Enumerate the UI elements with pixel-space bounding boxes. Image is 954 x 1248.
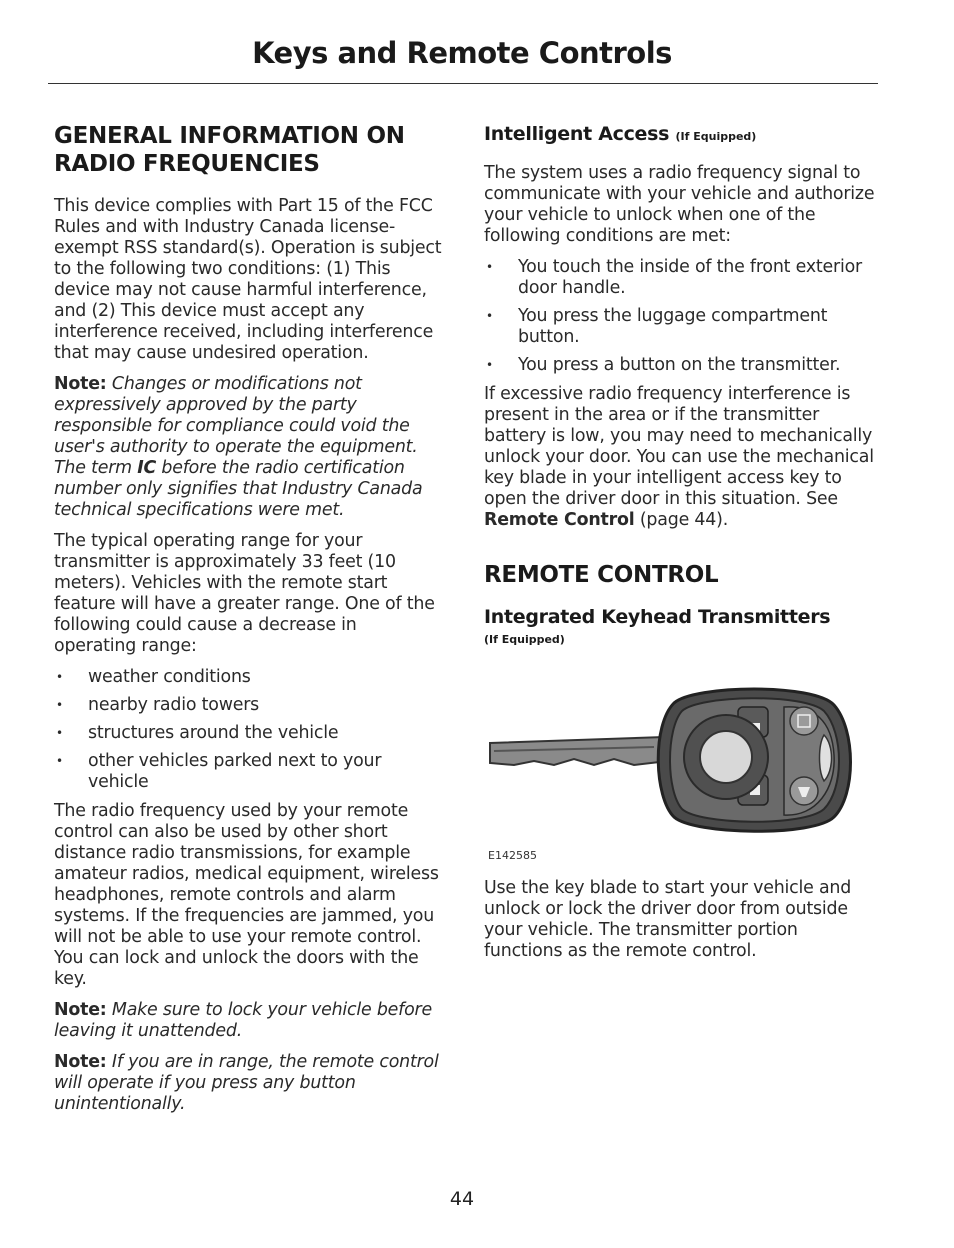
left-column (54, 122, 444, 1125)
paragraph-text: (page 44). (634, 510, 729, 530)
note-text: If you are in range, the remote control will operate if you press any button unintentionally. (54, 1052, 439, 1114)
note-text: Make sure to lock your vehicle before leaving it unattended. (54, 1000, 432, 1041)
list-item: • other vehicles parked next to your vehicle (54, 751, 444, 793)
key-icon (484, 685, 876, 845)
cross-reference-link[interactable]: Remote Control (484, 510, 635, 530)
section-heading-radio-frequencies: GENERAL INFORMATION ON RADIO FREQUENCIES (54, 123, 405, 177)
section-heading-intelligent-access (484, 122, 876, 149)
list-item: • nearby radio towers (54, 695, 444, 716)
if-equipped-tag: (If Equipped) (484, 633, 565, 646)
if-equipped-tag: (If Equipped) (675, 130, 757, 143)
page-number: 44 (449, 1188, 475, 1210)
paragraph-interference (484, 384, 876, 531)
list-item: • You press a button on the transmitter. (484, 355, 876, 376)
page-title: Keys and Remote Controls (252, 36, 672, 70)
note-lock-vehicle (54, 1000, 444, 1042)
subheading-integrated-keyhead: Integrated Keyhead Transmitters (484, 606, 831, 628)
right-column (484, 122, 876, 972)
paragraph-intelligent-access: The system uses a radio frequency signal to communicate with your vehicle and authorize your vehicle to unlock when one of the following conditions are met: (484, 163, 875, 246)
note-label: Note: (54, 1000, 107, 1020)
note-ic-term: IC (137, 458, 157, 478)
figure-id: E142585 (488, 849, 537, 862)
note-label: Note: (54, 374, 107, 394)
note-label: Note: (54, 1052, 107, 1072)
note-text: before the radio certification number only signifies that Industry Canada technical specifications were met. (54, 458, 423, 520)
heading-text: Intelligent Access (484, 123, 670, 145)
note-text: Changes or modifications not expressively approved by the party responsible for compliance could void the user's authority to operate the equipment. The term (54, 374, 418, 478)
list-item: • structures around the vehicle (54, 723, 444, 744)
list-item: • weather conditions (54, 667, 444, 688)
paragraph-operating-range: The typical operating range for your transmitter is approximately 33 feet (10 meters). Vehicles with the remote start feature will have a greater range. One of the following could cause a decrease in operating range: (54, 531, 435, 656)
note-unintentional-press (54, 1052, 444, 1115)
section-heading-remote-control: REMOTE CONTROL (484, 562, 719, 588)
paragraph-key-blade: Use the key blade to start your vehicle and unlock or lock the driver door from outside your vehicle. The transmitter portion functions as the remote control. (484, 878, 852, 961)
keyhead-transmitter-illustration (484, 685, 876, 845)
unlock-conditions-list (484, 257, 876, 376)
list-item: • You touch the inside of the front exterior door handle. (484, 257, 876, 299)
note-modifications (54, 374, 444, 521)
range-factors-list (54, 667, 444, 793)
paragraph-text: If excessive radio frequency interference is present in the area or if the transmitter battery is low, you may need to mechanically unlock your door. You can use the mechanical key blade in your intelligent access key to open the driver door in this situation. See (484, 384, 874, 509)
paragraph-frequency-sharing: The radio frequency used by your remote control can also be used by other short distance radio transmissions, for example amateur radios, medical equipment, wireless headphones, remote controls and alarm systems. If the frequencies are jammed, you will not be able to use your remote control. You can lock and unlock the doors with the key. (54, 801, 439, 989)
paragraph-fcc-compliance: This device complies with Part 15 of the FCC Rules and with Industry Canada license-exempt RSS standard(s). Operation is subject to the following two conditions: (1) This device may not cause harmful interference, and (2) This device must accept any interference received, including interference that may cause undesired operation. (54, 196, 442, 363)
list-item: • You press the luggage compartment button. (484, 306, 876, 348)
title-divider (48, 83, 878, 84)
